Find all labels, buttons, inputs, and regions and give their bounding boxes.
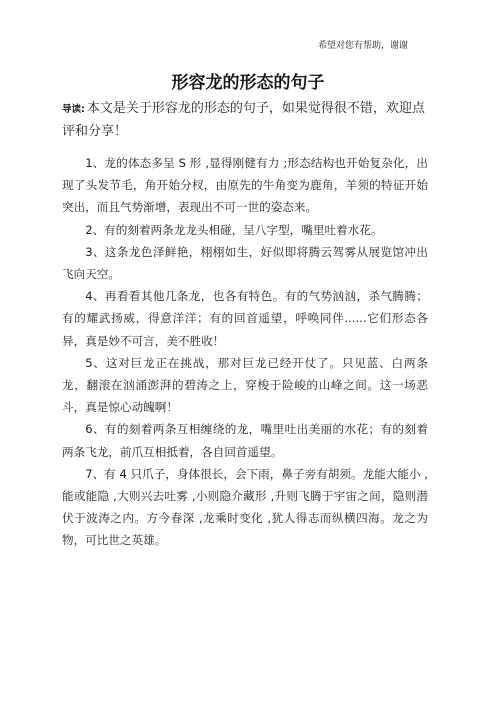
- paragraph-3: 3、这条龙色泽鲜艳，栩栩如生，好似即将腾云驾雾从展览馆冲出飞向天空。: [62, 244, 428, 282]
- intro-text: 本文是关于形容龙的形态的句子，如果觉得很不错，欢迎点评和分享！: [62, 101, 425, 139]
- paragraph-6: 6、有的刻着两条互相缠绕的龙，嘴里吐出美丽的水花；有的刻着两条飞龙，前爪互相抵着，各自回首遥望。: [62, 422, 428, 459]
- paragraph-5: 5、这对巨龙正在挑战，那对巨龙已经开仗了。只见蓝、白两条龙，翻滚在汹涌澎湃的碧涛之上，穿梭于险峻的山峰之间。这一场恶斗，真是惊心动魄啊！: [62, 355, 428, 415]
- paragraph-2: 2、有的刻着两条龙龙头相碰，呈八字型，嘴里吐着水花。: [85, 222, 383, 237]
- intro: [62, 98, 428, 143]
- paragraph-1: 1、龙的体态多呈 S 形 ,显得刚健有力 ;形态结构也开始复杂化，出现了头发节毛，角开始分杈，由原先的牛角变为鹿角，羊须的特征开始突出，而且气势渐增，表现出不可一世的姿态来。: [62, 156, 428, 215]
- intro-lead: 导读:: [62, 104, 85, 115]
- header-note: 希望对您有帮助，谢谢: [317, 41, 408, 51]
- document-body: [62, 152, 428, 552]
- paragraph-4: 4、再看看其他几条龙，也各有特色。有的气势汹汹，杀气腾腾；有的耀武扬威，得意洋洋；有的回首遥望，呼唤同伴......它们形态各异，真是妙不可言，美不胜收！: [62, 289, 428, 348]
- paragraph-7: 7、有 4 只爪子，身体很长，会下雨，鼻子旁有胡须。龙能大能小 ,能或能隐 ,大则兴去吐雾 ,小则隐介藏形 ,升则飞腾于宇宙之间，隐则潜伏于波涛之内。方今春深 ,龙乘时变化 ,犹人得志而纵横四海。龙之为物，可比世之英雄。: [62, 466, 428, 548]
- document-title: 形容龙的形态的句子: [171, 73, 325, 93]
